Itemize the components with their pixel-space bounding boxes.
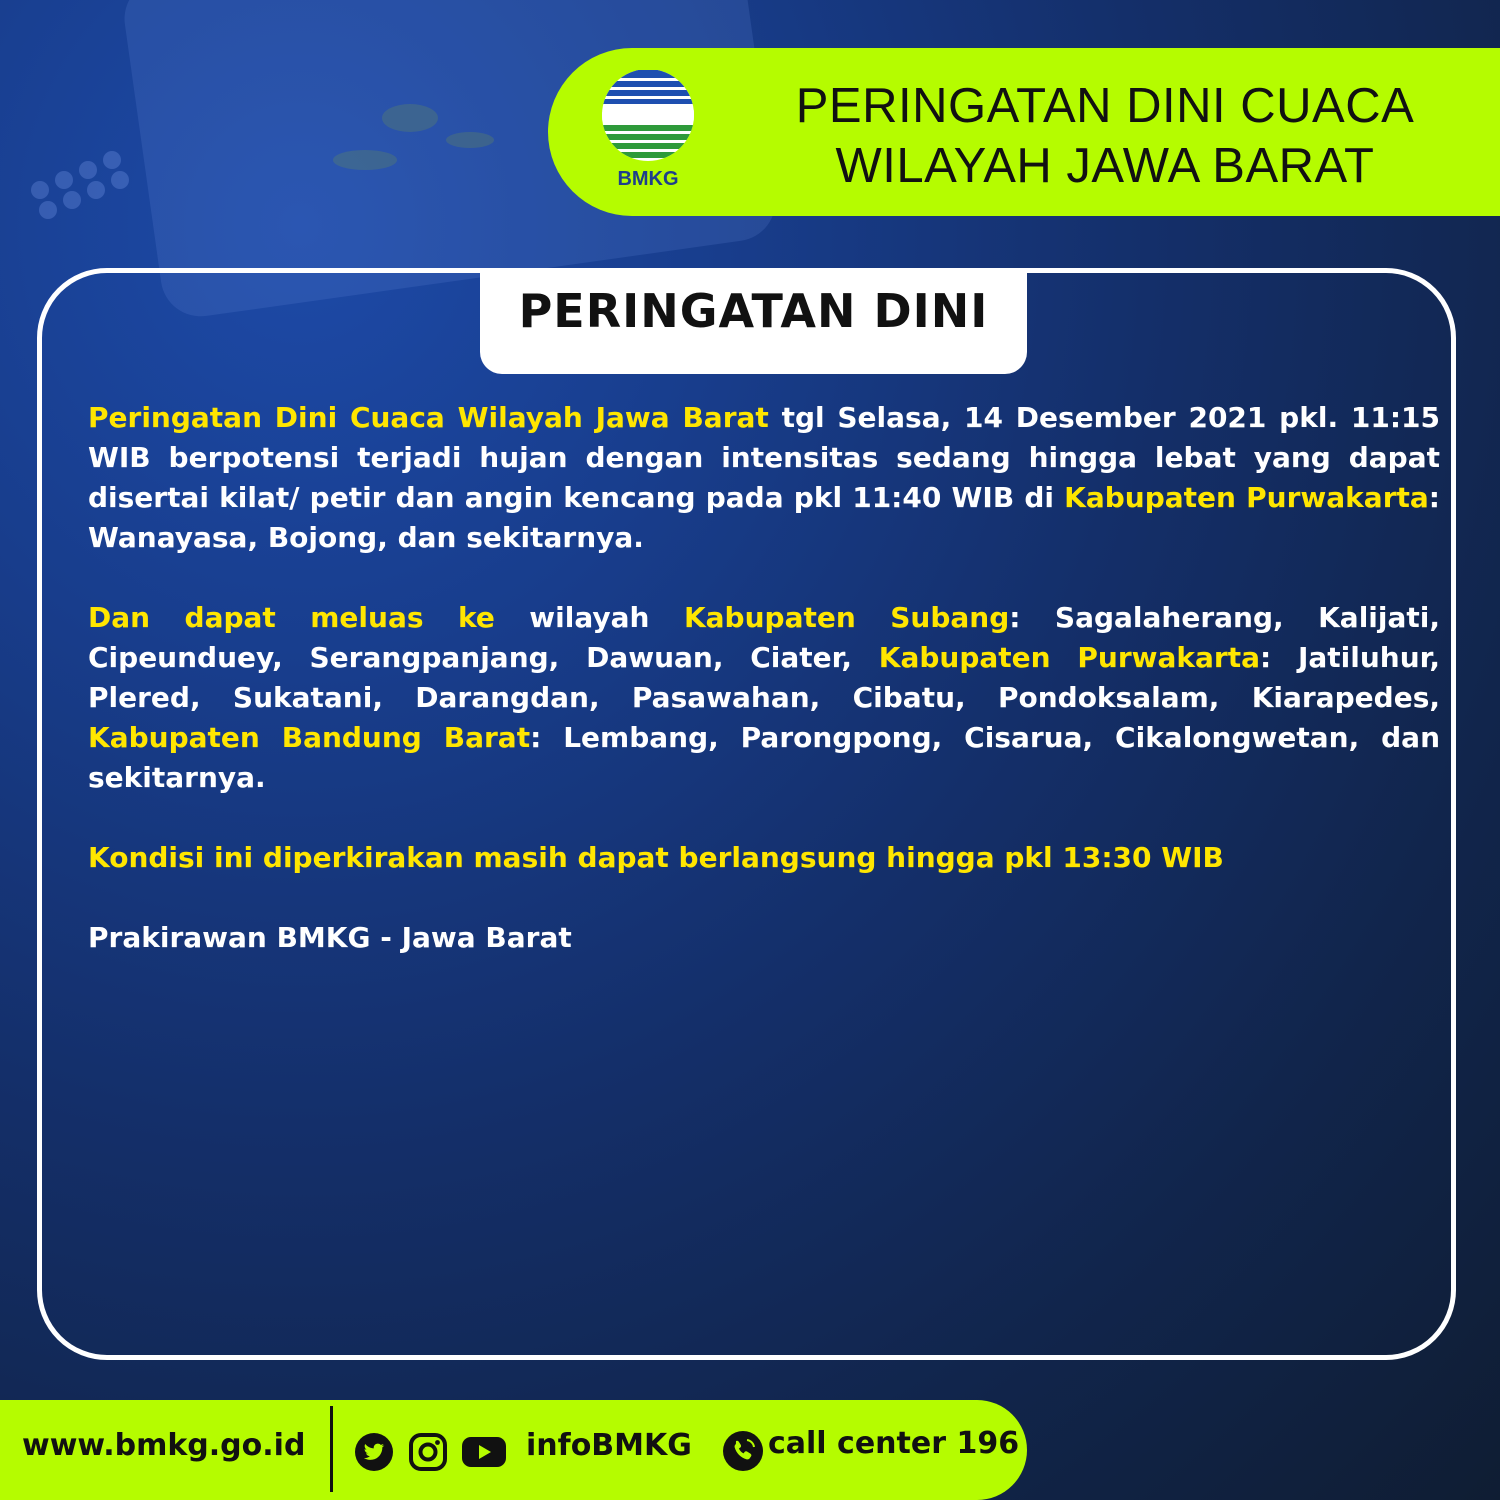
warning-content <box>88 398 1440 958</box>
footer-divider <box>330 1406 333 1492</box>
highlight-title: Peringatan Dini Cuaca Wilayah Jawa Barat <box>88 401 769 434</box>
phone-icon <box>722 1430 764 1472</box>
call-center[interactable]: call center 196 <box>768 1426 1020 1461</box>
text-segment: : Sagalaherang, Kalijati, Cipeunduey, Serangpanjang, Dawuan, Ciater, <box>88 601 1441 674</box>
signature: Prakirawan BMKG - Jawa Barat <box>88 921 572 954</box>
highlight-region: Kabupaten Purwakarta <box>1064 481 1429 514</box>
highlight-region: Kabupaten Purwakarta <box>878 641 1260 674</box>
logo-text: BMKG <box>617 168 679 190</box>
paragraph-expansion <box>88 598 1440 798</box>
paragraph-duration: Kondisi ini diperkirakan masih dapat berlangsung hingga pkl 13:30 WIB <box>88 841 1224 874</box>
twitter-icon[interactable] <box>354 1432 394 1472</box>
social-handle[interactable]: infoBMKG <box>526 1428 692 1463</box>
youtube-icon[interactable] <box>460 1432 508 1472</box>
text-segment: tgl Selasa, 14 Desember 2021 pkl. 11:15 WIB berpotensi terjadi hujan dengan intensitas sedang hingga lebat yang dapat disertai kilat/ petir dan angin kencang pada pkl 11:40 WIB di <box>88 401 1440 514</box>
footer-bar <box>0 1400 1027 1500</box>
card-tab-title: PERINGATAN DINI <box>518 284 989 338</box>
header-title <box>760 76 1450 196</box>
highlight-expansion: Dan dapat meluas ke <box>88 601 495 634</box>
highlight-region: Kabupaten Bandung Barat <box>88 721 531 754</box>
header-title-line2: WILAYAH JAWA BARAT <box>835 139 1375 193</box>
text-segment: wilayah <box>494 601 684 634</box>
card-tab <box>480 270 1027 374</box>
highlight-region: Kabupaten Subang <box>683 601 1010 634</box>
text-segment: : Lembang, Parongpong, Cisarua, Cikalongwetan, dan sekitarnya. <box>88 721 1441 794</box>
text-segment: : Jatiluhur, Plered, Sukatani, Darangdan, Pasawahan, Cibatu, Pondoksalam, Kiarapedes, <box>88 641 1440 714</box>
bmkg-logo-icon <box>598 70 698 170</box>
instagram-icon[interactable] <box>408 1432 448 1472</box>
text-segment: : Wanayasa, Bojong, dan sekitarnya. <box>88 481 1440 554</box>
website-link[interactable]: www.bmkg.go.id <box>22 1428 306 1463</box>
bmkg-logo <box>598 70 698 192</box>
header-title-line1: PERINGATAN DINI CUACA <box>795 79 1415 133</box>
paragraph-warning <box>88 398 1440 558</box>
